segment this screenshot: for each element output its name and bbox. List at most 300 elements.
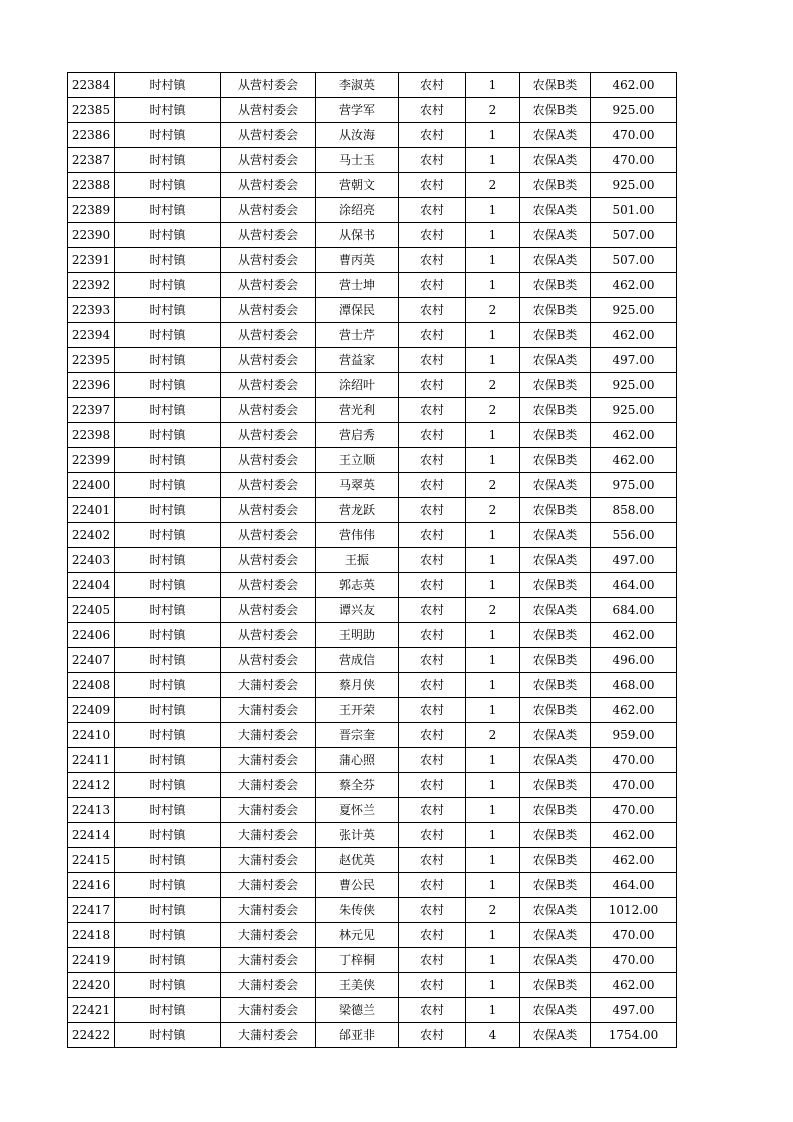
area-type-cell: 农村: [399, 198, 466, 223]
table-row: [68, 698, 677, 723]
record-id-cell: 22419: [68, 948, 115, 973]
village-committee-cell: 从营村委会: [221, 298, 316, 323]
table-row: [68, 1023, 677, 1048]
record-id-cell: 22387: [68, 148, 115, 173]
record-id-cell: 22391: [68, 248, 115, 273]
village-committee-cell: 从营村委会: [221, 98, 316, 123]
household-count-cell: 1: [466, 548, 520, 573]
area-type-cell: 农村: [399, 273, 466, 298]
household-count-cell: 2: [466, 98, 520, 123]
name-cell: 营朝文: [316, 173, 399, 198]
amount-cell: 925.00: [591, 173, 677, 198]
town-cell: 时村镇: [115, 548, 221, 573]
area-type-cell: 农村: [399, 523, 466, 548]
record-id-cell: 22409: [68, 698, 115, 723]
area-type-cell: 农村: [399, 123, 466, 148]
household-count-cell: 1: [466, 673, 520, 698]
insurance-class-cell: 农保B类: [520, 98, 591, 123]
area-type-cell: 农村: [399, 773, 466, 798]
village-committee-cell: 大蒲村委会: [221, 973, 316, 998]
town-cell: 时村镇: [115, 673, 221, 698]
village-committee-cell: 大蒲村委会: [221, 773, 316, 798]
household-count-cell: 1: [466, 923, 520, 948]
insurance-class-cell: 农保B类: [520, 423, 591, 448]
insurance-class-cell: 农保A类: [520, 923, 591, 948]
amount-cell: 556.00: [591, 523, 677, 548]
table-row: [68, 648, 677, 673]
table-row: [68, 798, 677, 823]
area-type-cell: 农村: [399, 173, 466, 198]
record-id-cell: 22416: [68, 873, 115, 898]
area-type-cell: 农村: [399, 448, 466, 473]
household-count-cell: 1: [466, 523, 520, 548]
table-row: [68, 898, 677, 923]
town-cell: 时村镇: [115, 123, 221, 148]
area-type-cell: 农村: [399, 648, 466, 673]
table-row: [68, 348, 677, 373]
table-row: [68, 223, 677, 248]
area-type-cell: 农村: [399, 323, 466, 348]
record-id-cell: 22384: [68, 73, 115, 98]
village-committee-cell: 从营村委会: [221, 648, 316, 673]
area-type-cell: 农村: [399, 498, 466, 523]
area-type-cell: 农村: [399, 748, 466, 773]
record-id-cell: 22411: [68, 748, 115, 773]
table-row: [68, 73, 677, 98]
table-row: [68, 773, 677, 798]
name-cell: 马士玉: [316, 148, 399, 173]
amount-cell: 925.00: [591, 298, 677, 323]
village-committee-cell: 从营村委会: [221, 273, 316, 298]
amount-cell: 462.00: [591, 823, 677, 848]
table-row: [68, 373, 677, 398]
household-count-cell: 2: [466, 398, 520, 423]
amount-cell: 462.00: [591, 423, 677, 448]
town-cell: 时村镇: [115, 648, 221, 673]
household-count-cell: 1: [466, 148, 520, 173]
amount-cell: 462.00: [591, 973, 677, 998]
household-count-cell: 2: [466, 473, 520, 498]
household-count-cell: 1: [466, 223, 520, 248]
record-id-cell: 22418: [68, 923, 115, 948]
insurance-class-cell: 农保B类: [520, 773, 591, 798]
town-cell: 时村镇: [115, 423, 221, 448]
table-row: [68, 573, 677, 598]
name-cell: 王振: [316, 548, 399, 573]
amount-cell: 497.00: [591, 348, 677, 373]
area-type-cell: 农村: [399, 998, 466, 1023]
amount-cell: 468.00: [591, 673, 677, 698]
village-committee-cell: 从营村委会: [221, 173, 316, 198]
name-cell: 王美侠: [316, 973, 399, 998]
town-cell: 时村镇: [115, 73, 221, 98]
household-count-cell: 1: [466, 848, 520, 873]
area-type-cell: 农村: [399, 948, 466, 973]
amount-cell: 470.00: [591, 798, 677, 823]
table-row: [68, 473, 677, 498]
name-cell: 营学军: [316, 98, 399, 123]
village-committee-cell: 大蒲村委会: [221, 948, 316, 973]
record-id-cell: 22417: [68, 898, 115, 923]
record-id-cell: 22408: [68, 673, 115, 698]
household-count-cell: 1: [466, 948, 520, 973]
village-committee-cell: 从营村委会: [221, 248, 316, 273]
insurance-class-cell: 农保B类: [520, 973, 591, 998]
village-committee-cell: 从营村委会: [221, 448, 316, 473]
insurance-class-cell: 农保B类: [520, 848, 591, 873]
area-type-cell: 农村: [399, 573, 466, 598]
town-cell: 时村镇: [115, 948, 221, 973]
record-id-cell: 22415: [68, 848, 115, 873]
name-cell: 涂绍叶: [316, 373, 399, 398]
amount-cell: 462.00: [591, 73, 677, 98]
village-committee-cell: 大蒲村委会: [221, 698, 316, 723]
town-cell: 时村镇: [115, 873, 221, 898]
data-table: [67, 72, 677, 1048]
name-cell: 蔡全芬: [316, 773, 399, 798]
amount-cell: 462.00: [591, 848, 677, 873]
village-committee-cell: 从营村委会: [221, 573, 316, 598]
insurance-class-cell: 农保A类: [520, 948, 591, 973]
area-type-cell: 农村: [399, 598, 466, 623]
town-cell: 时村镇: [115, 523, 221, 548]
name-cell: 郭志英: [316, 573, 399, 598]
town-cell: 时村镇: [115, 623, 221, 648]
village-committee-cell: 大蒲村委会: [221, 1023, 316, 1048]
town-cell: 时村镇: [115, 198, 221, 223]
table-row: [68, 823, 677, 848]
amount-cell: 925.00: [591, 98, 677, 123]
record-id-cell: 22392: [68, 273, 115, 298]
town-cell: 时村镇: [115, 898, 221, 923]
table-row: [68, 298, 677, 323]
area-type-cell: 农村: [399, 223, 466, 248]
amount-cell: 470.00: [591, 923, 677, 948]
name-cell: 赵优英: [316, 848, 399, 873]
amount-cell: 462.00: [591, 323, 677, 348]
amount-cell: 462.00: [591, 698, 677, 723]
area-type-cell: 农村: [399, 673, 466, 698]
name-cell: 谭兴友: [316, 598, 399, 623]
village-committee-cell: 从营村委会: [221, 198, 316, 223]
record-id-cell: 22385: [68, 98, 115, 123]
household-count-cell: 1: [466, 748, 520, 773]
table-row: [68, 948, 677, 973]
household-count-cell: 1: [466, 973, 520, 998]
town-cell: 时村镇: [115, 273, 221, 298]
village-committee-cell: 从营村委会: [221, 523, 316, 548]
town-cell: 时村镇: [115, 848, 221, 873]
town-cell: 时村镇: [115, 773, 221, 798]
table-row: [68, 248, 677, 273]
amount-cell: 1012.00: [591, 898, 677, 923]
village-committee-cell: 从营村委会: [221, 598, 316, 623]
town-cell: 时村镇: [115, 298, 221, 323]
town-cell: 时村镇: [115, 373, 221, 398]
town-cell: 时村镇: [115, 248, 221, 273]
amount-cell: 462.00: [591, 623, 677, 648]
record-id-cell: 22407: [68, 648, 115, 673]
name-cell: 曹公民: [316, 873, 399, 898]
amount-cell: 464.00: [591, 573, 677, 598]
insurance-class-cell: 农保B类: [520, 623, 591, 648]
table-row: [68, 923, 677, 948]
insurance-class-cell: 农保A类: [520, 548, 591, 573]
table-row: [68, 848, 677, 873]
record-id-cell: 22388: [68, 173, 115, 198]
table-row: [68, 323, 677, 348]
village-committee-cell: 从营村委会: [221, 498, 316, 523]
amount-cell: 858.00: [591, 498, 677, 523]
record-id-cell: 22412: [68, 773, 115, 798]
name-cell: 营光利: [316, 398, 399, 423]
household-count-cell: 2: [466, 298, 520, 323]
village-committee-cell: 从营村委会: [221, 148, 316, 173]
town-cell: 时村镇: [115, 723, 221, 748]
insurance-class-cell: 农保B类: [520, 823, 591, 848]
name-cell: 涂绍亮: [316, 198, 399, 223]
table-row: [68, 423, 677, 448]
amount-cell: 464.00: [591, 873, 677, 898]
amount-cell: 470.00: [591, 948, 677, 973]
amount-cell: 507.00: [591, 223, 677, 248]
insurance-class-cell: 农保A类: [520, 198, 591, 223]
town-cell: 时村镇: [115, 348, 221, 373]
town-cell: 时村镇: [115, 148, 221, 173]
household-count-cell: 1: [466, 773, 520, 798]
table-body: [68, 73, 677, 1048]
town-cell: 时村镇: [115, 473, 221, 498]
amount-cell: 507.00: [591, 248, 677, 273]
table-row: [68, 498, 677, 523]
household-count-cell: 1: [466, 873, 520, 898]
name-cell: 王开荣: [316, 698, 399, 723]
insurance-class-cell: 农保A类: [520, 523, 591, 548]
insurance-class-cell: 农保B类: [520, 448, 591, 473]
record-id-cell: 22405: [68, 598, 115, 623]
insurance-class-cell: 农保B类: [520, 673, 591, 698]
household-count-cell: 2: [466, 373, 520, 398]
household-count-cell: 1: [466, 823, 520, 848]
area-type-cell: 农村: [399, 373, 466, 398]
insurance-class-cell: 农保B类: [520, 73, 591, 98]
name-cell: 曹丙英: [316, 248, 399, 273]
amount-cell: 496.00: [591, 648, 677, 673]
village-committee-cell: 大蒲村委会: [221, 723, 316, 748]
area-type-cell: 农村: [399, 623, 466, 648]
area-type-cell: 农村: [399, 1023, 466, 1048]
name-cell: 林元见: [316, 923, 399, 948]
town-cell: 时村镇: [115, 223, 221, 248]
insurance-class-cell: 农保A类: [520, 223, 591, 248]
area-type-cell: 农村: [399, 473, 466, 498]
record-id-cell: 22394: [68, 323, 115, 348]
record-id-cell: 22395: [68, 348, 115, 373]
table-row: [68, 123, 677, 148]
record-id-cell: 22389: [68, 198, 115, 223]
village-committee-cell: 从营村委会: [221, 473, 316, 498]
amount-cell: 975.00: [591, 473, 677, 498]
household-count-cell: 4: [466, 1023, 520, 1048]
amount-cell: 470.00: [591, 773, 677, 798]
household-count-cell: 1: [466, 798, 520, 823]
insurance-class-cell: 农保B类: [520, 323, 591, 348]
area-type-cell: 农村: [399, 823, 466, 848]
record-id-cell: 22413: [68, 798, 115, 823]
amount-cell: 501.00: [591, 198, 677, 223]
area-type-cell: 农村: [399, 973, 466, 998]
household-count-cell: 1: [466, 323, 520, 348]
town-cell: 时村镇: [115, 98, 221, 123]
record-id-cell: 22398: [68, 423, 115, 448]
area-type-cell: 农村: [399, 73, 466, 98]
insurance-class-cell: 农保B类: [520, 698, 591, 723]
record-id-cell: 22399: [68, 448, 115, 473]
village-committee-cell: 从营村委会: [221, 123, 316, 148]
household-count-cell: 1: [466, 73, 520, 98]
name-cell: 李淑英: [316, 73, 399, 98]
town-cell: 时村镇: [115, 398, 221, 423]
name-cell: 王立顺: [316, 448, 399, 473]
village-committee-cell: 大蒲村委会: [221, 898, 316, 923]
name-cell: 营启秀: [316, 423, 399, 448]
table-row: [68, 198, 677, 223]
area-type-cell: 农村: [399, 398, 466, 423]
name-cell: 王明助: [316, 623, 399, 648]
record-id-cell: 22396: [68, 373, 115, 398]
amount-cell: 925.00: [591, 373, 677, 398]
table-row: [68, 598, 677, 623]
amount-cell: 1754.00: [591, 1023, 677, 1048]
town-cell: 时村镇: [115, 573, 221, 598]
table-row: [68, 398, 677, 423]
village-committee-cell: 大蒲村委会: [221, 748, 316, 773]
record-id-cell: 22422: [68, 1023, 115, 1048]
household-count-cell: 2: [466, 898, 520, 923]
insurance-class-cell: 农保A类: [520, 473, 591, 498]
insurance-class-cell: 农保B类: [520, 648, 591, 673]
name-cell: 蔡月侠: [316, 673, 399, 698]
town-cell: 时村镇: [115, 323, 221, 348]
record-id-cell: 22400: [68, 473, 115, 498]
household-count-cell: 1: [466, 198, 520, 223]
area-type-cell: 农村: [399, 548, 466, 573]
name-cell: 营士坤: [316, 273, 399, 298]
village-committee-cell: 从营村委会: [221, 398, 316, 423]
name-cell: 邰亚非: [316, 1023, 399, 1048]
household-count-cell: 2: [466, 598, 520, 623]
village-committee-cell: 从营村委会: [221, 323, 316, 348]
name-cell: 营士芹: [316, 323, 399, 348]
name-cell: 营伟伟: [316, 523, 399, 548]
table-row: [68, 873, 677, 898]
area-type-cell: 农村: [399, 848, 466, 873]
table-row: [68, 173, 677, 198]
name-cell: 营成信: [316, 648, 399, 673]
insurance-class-cell: 农保B类: [520, 798, 591, 823]
area-type-cell: 农村: [399, 873, 466, 898]
amount-cell: 462.00: [591, 448, 677, 473]
village-committee-cell: 大蒲村委会: [221, 998, 316, 1023]
town-cell: 时村镇: [115, 923, 221, 948]
name-cell: 营益家: [316, 348, 399, 373]
village-committee-cell: 从营村委会: [221, 623, 316, 648]
household-count-cell: 1: [466, 273, 520, 298]
table-row: [68, 148, 677, 173]
table-row: [68, 723, 677, 748]
name-cell: 梁德兰: [316, 998, 399, 1023]
table-row: [68, 548, 677, 573]
area-type-cell: 农村: [399, 98, 466, 123]
name-cell: 潭保民: [316, 298, 399, 323]
table-row: [68, 673, 677, 698]
town-cell: 时村镇: [115, 698, 221, 723]
name-cell: 张计英: [316, 823, 399, 848]
name-cell: 晋宗奎: [316, 723, 399, 748]
name-cell: 夏怀兰: [316, 798, 399, 823]
record-id-cell: 22390: [68, 223, 115, 248]
record-id-cell: 22393: [68, 298, 115, 323]
name-cell: 蒲心照: [316, 748, 399, 773]
record-id-cell: 22406: [68, 623, 115, 648]
household-count-cell: 1: [466, 123, 520, 148]
amount-cell: 497.00: [591, 998, 677, 1023]
record-id-cell: 22401: [68, 498, 115, 523]
insurance-class-cell: 农保A类: [520, 248, 591, 273]
household-count-cell: 1: [466, 698, 520, 723]
insurance-class-cell: 农保B类: [520, 498, 591, 523]
insurance-class-cell: 农保B类: [520, 873, 591, 898]
household-count-cell: 2: [466, 173, 520, 198]
name-cell: 丁梓桐: [316, 948, 399, 973]
area-type-cell: 农村: [399, 348, 466, 373]
record-id-cell: 22403: [68, 548, 115, 573]
village-committee-cell: 大蒲村委会: [221, 923, 316, 948]
village-committee-cell: 从营村委会: [221, 223, 316, 248]
insurance-class-cell: 农保B类: [520, 173, 591, 198]
area-type-cell: 农村: [399, 723, 466, 748]
household-count-cell: 2: [466, 498, 520, 523]
insurance-class-cell: 农保A类: [520, 898, 591, 923]
amount-cell: 925.00: [591, 398, 677, 423]
insurance-class-cell: 农保A类: [520, 598, 591, 623]
insurance-class-cell: 农保B类: [520, 373, 591, 398]
village-committee-cell: 大蒲村委会: [221, 823, 316, 848]
area-type-cell: 农村: [399, 798, 466, 823]
insurance-class-cell: 农保A类: [520, 998, 591, 1023]
household-count-cell: 1: [466, 648, 520, 673]
amount-cell: 684.00: [591, 598, 677, 623]
insurance-class-cell: 农保A类: [520, 1023, 591, 1048]
household-count-cell: 1: [466, 448, 520, 473]
household-count-cell: 1: [466, 998, 520, 1023]
town-cell: 时村镇: [115, 498, 221, 523]
insurance-class-cell: 农保B类: [520, 398, 591, 423]
area-type-cell: 农村: [399, 148, 466, 173]
town-cell: 时村镇: [115, 173, 221, 198]
household-count-cell: 1: [466, 573, 520, 598]
insurance-class-cell: 农保B类: [520, 573, 591, 598]
insurance-class-cell: 农保A类: [520, 148, 591, 173]
village-committee-cell: 从营村委会: [221, 423, 316, 448]
table-row: [68, 98, 677, 123]
record-id-cell: 22414: [68, 823, 115, 848]
name-cell: 从汝海: [316, 123, 399, 148]
name-cell: 营龙跃: [316, 498, 399, 523]
record-id-cell: 22404: [68, 573, 115, 598]
amount-cell: 462.00: [591, 273, 677, 298]
amount-cell: 470.00: [591, 148, 677, 173]
